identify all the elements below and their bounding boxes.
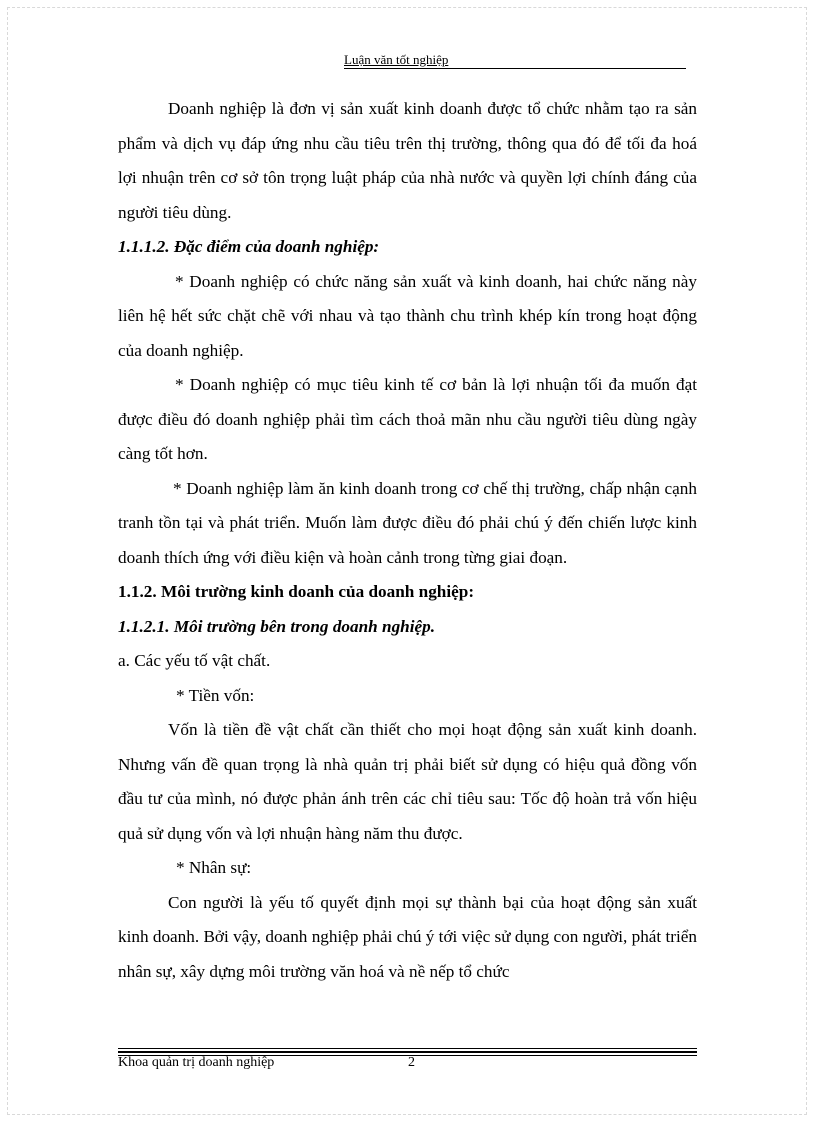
paragraph-characteristic-2: * Doanh nghiệp có mục tiêu kinh tế cơ bản là lợi nhuận tối đa muốn đạt được điều đó doanh nghiệp phải tìm cách thoả mãn nhu cầu người tiêu dùng ngày càng tốt hơn. [118, 375, 697, 463]
paragraph-capital: Vốn là tiền đề vật chất cần thiết cho mọi hoạt động sản xuất kinh doanh. Nhưng vấn đề quan trọng là nhà quản trị phải biết sử dụng có hiệu quả đồng vốn đầu tư của mình, nó được phản ánh trên các chỉ tiêu sau: Tốc độ hoàn trả vốn hiệu quả sử dụng vốn và lợi nhuận hàng năm thu được. [118, 720, 697, 843]
heading-internal-environment: 1.1.2.1. Môi trường bên trong doanh nghiệp. [118, 616, 436, 636]
paragraph-definition: Doanh nghiệp là đơn vị sản xuất kinh doanh được tổ chức nhằm tạo ra sản phẩm và dịch vụ đáp ứng nhu cầu tiêu trên thị trường, thông qua đó để tối đa hoá lợi nhuận trên cơ sở tôn trọng luật pháp của nhà nước và quyền lợi chính đáng của người tiêu dùng. [118, 99, 697, 222]
subheading-personnel: * Nhân sự: [176, 858, 252, 877]
subheading-capital: * Tiền vốn: [176, 685, 255, 705]
paragraph-personnel: Con người là yếu tố quyết định mọi sự thành bại của hoạt động sản xuất kinh doanh. Bởi vậy, doanh nghiệp phải chú ý tới việc sử dụng con người, phát triển nhân sự, xây dựng môi trường văn hoá và nề nếp tổ chức [118, 892, 697, 981]
paragraph-characteristic-1: * Doanh nghiệp có chức năng sản xuất và kinh doanh, hai chức năng này liên hệ hết sức chặt chẽ với nhau và tạo thành chu trình khép kín trong hoạt động của doanh nghiệp. [118, 271, 697, 360]
subheading-material-factors: a. Các yếu tố vật chất. [118, 651, 271, 670]
page-number: 2 [408, 1055, 415, 1070]
heading-characteristics: 1.1.1.2. Đặc điểm của doanh nghiệp: [118, 237, 380, 256]
header-rule [344, 68, 686, 69]
header-title: Luận văn tốt nghiệp [344, 52, 449, 67]
paragraph-characteristic-3: * Doanh nghiệp làm ăn kinh doanh trong cơ chế thị trường, chấp nhận cạnh tranh tồn tại và phát triển. Muốn làm được điều đó phải chú ý đến chiến lược kinh doanh thích ứng với điều kiện và hoàn cảnh trong từng giai đoạn. [118, 478, 697, 567]
page-header [118, 50, 686, 70]
document-body [118, 92, 697, 989]
heading-business-environment: 1.1.2. Môi trường kinh doanh của doanh nghiệp: [118, 582, 475, 601]
footer-department: Khoa quản trị doanh nghiệp [118, 1055, 275, 1070]
